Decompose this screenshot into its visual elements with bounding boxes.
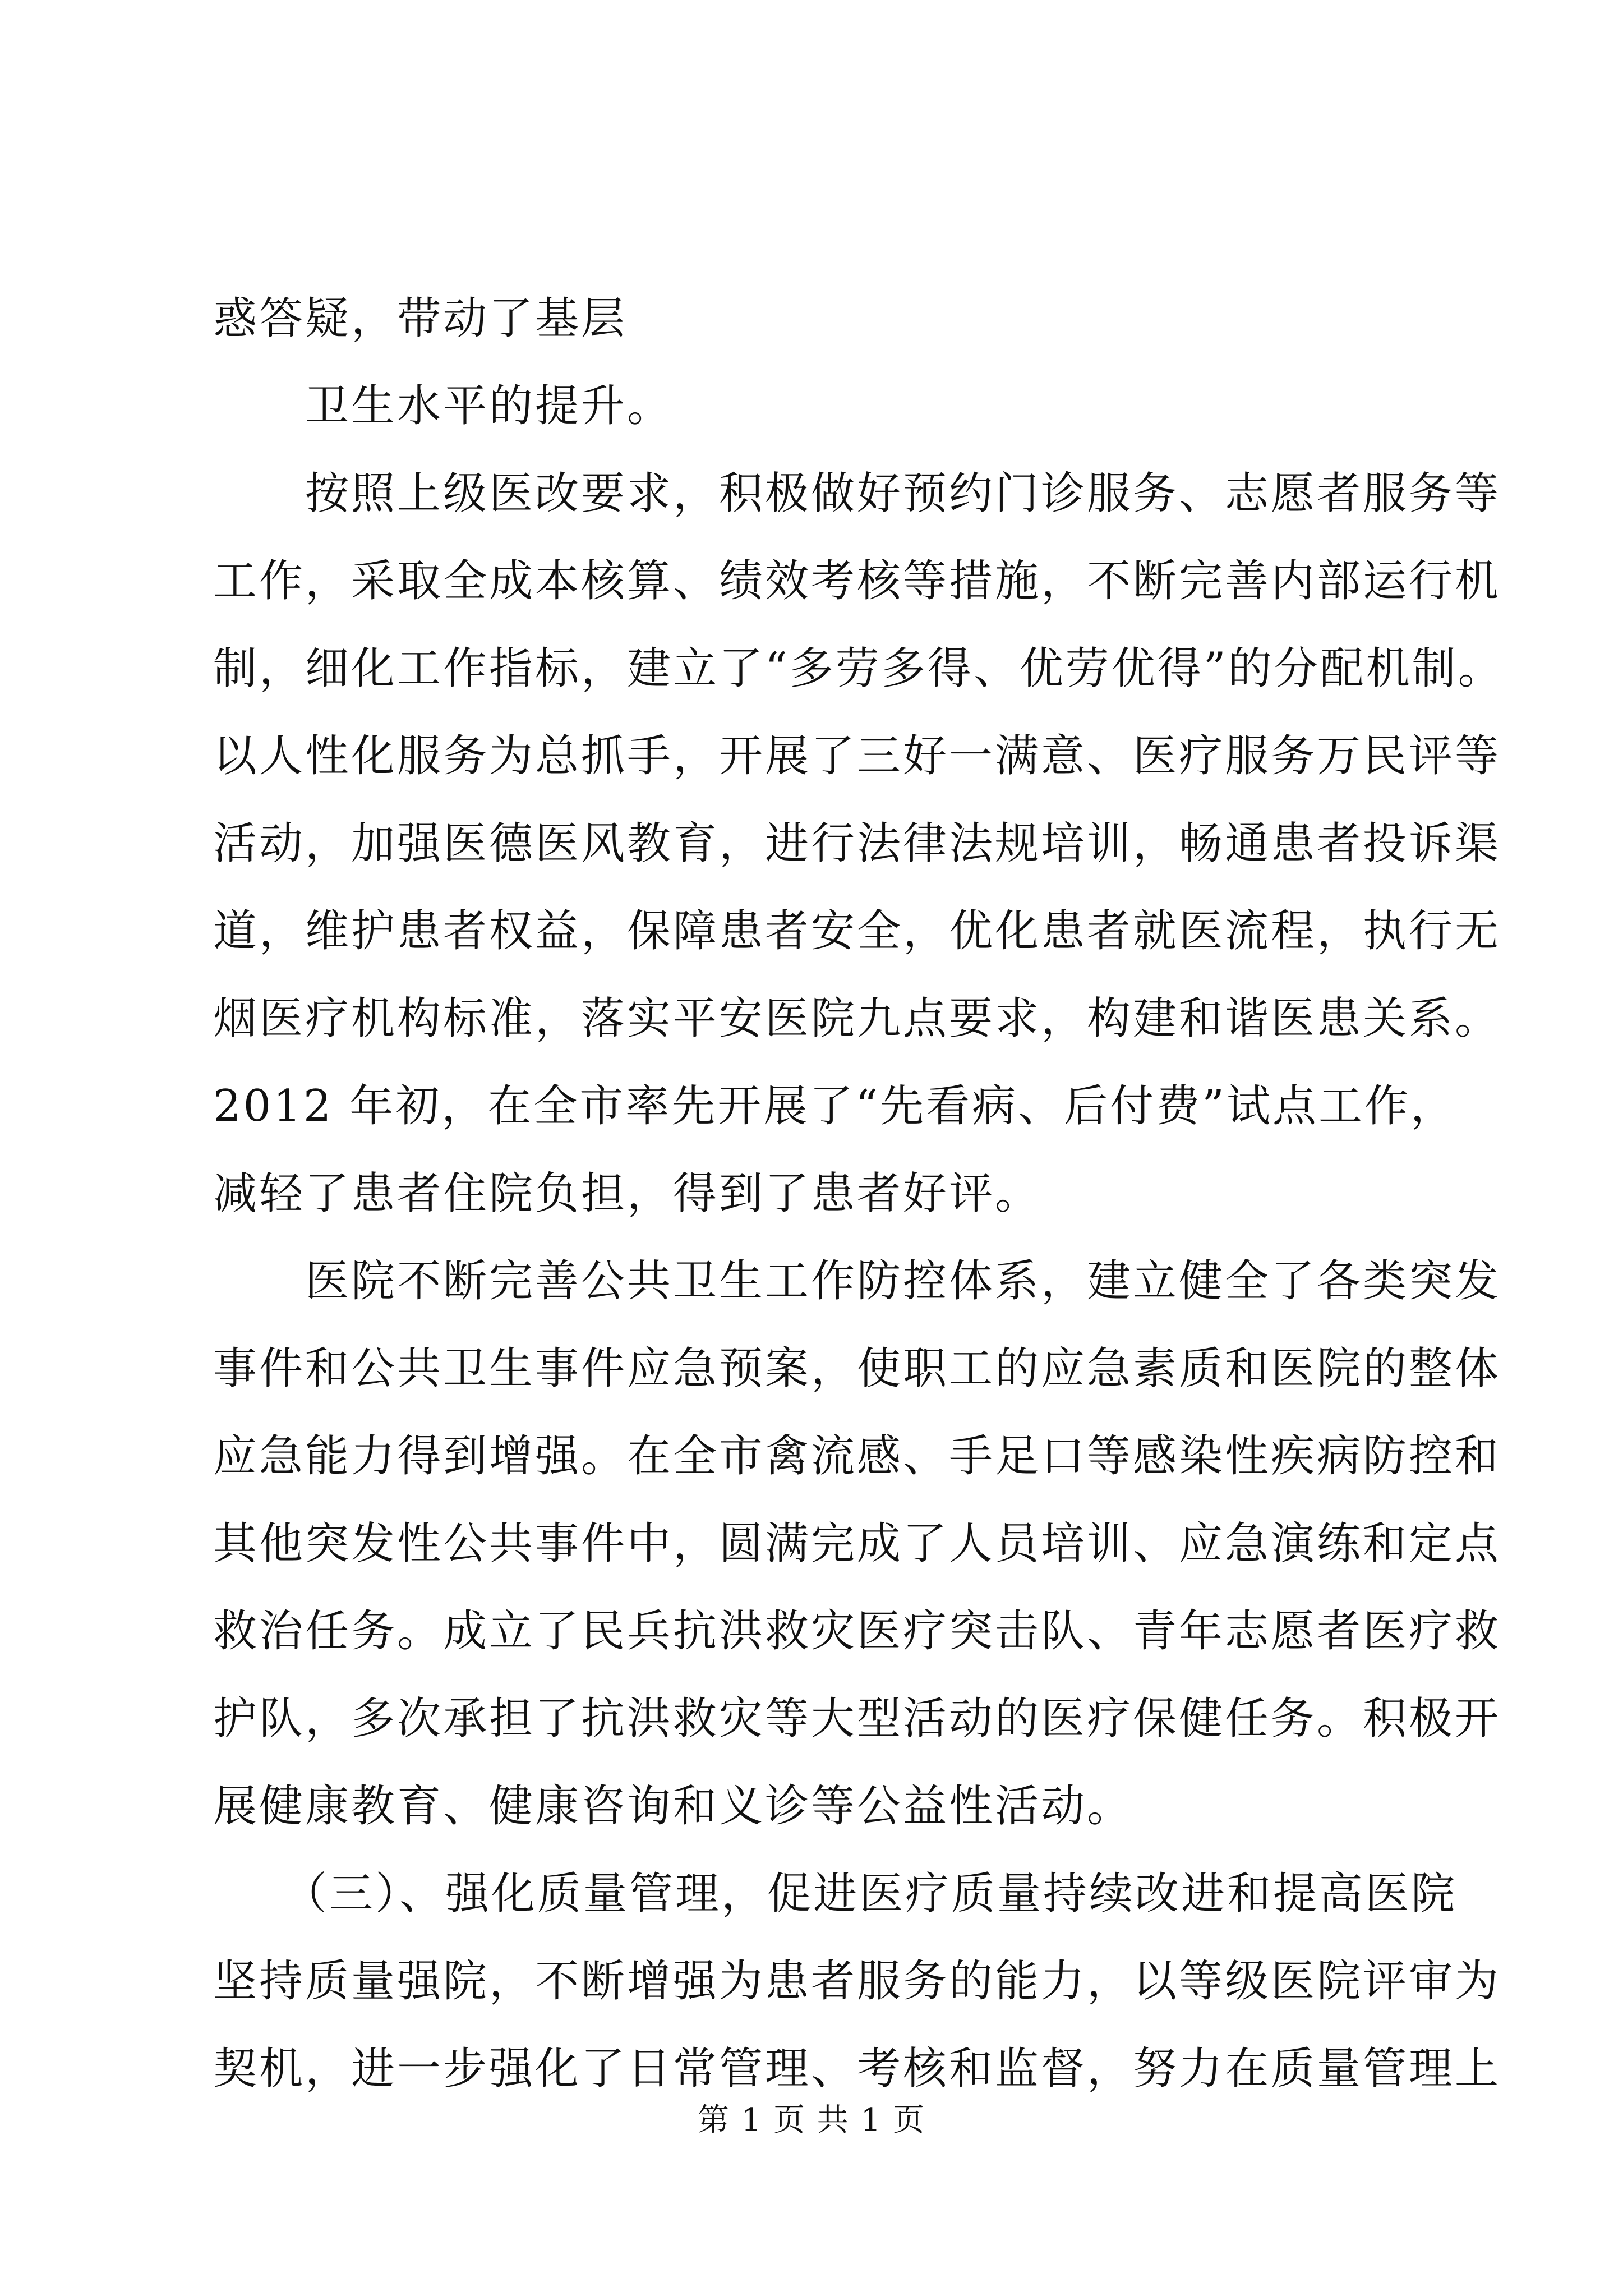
text-line: 其他突发性公共事件中，圆满完成了人员培训、应急演练和定点 [213,1519,1501,1569]
text-line: 制，细化工作指标，建立了“多劳多得、优劳优得”的分配机制。 [213,643,1504,694]
text-line: 按照上级医改要求，积极做好预约门诊服务、志愿者服务等 [213,468,1501,519]
text-line: 以人性化服务为总抓手，开展了三好一满意、医疗服务万民评等 [213,731,1501,781]
text-line: （三）、强化质量管理，促进医疗质量持续改进和提高医院 [213,1869,1458,1919]
text-line: 烟医疗机构标准，落实平安医院九点要求，构建和谐医患关系。 [213,993,1501,1044]
page-footer [0,2098,1623,2143]
page-number-label: 第 1 页 共 1 页 [697,2102,926,2138]
text-line: 救治任务。成立了民兵抗洪救灾医疗突击队、青年志愿者医疗救 [213,1606,1501,1657]
text-line: 坚持质量强院，不断增强为患者服务的能力，以等级医院评审为 [213,1956,1501,2007]
text-line: 应急能力得到增强。在全市禽流感、手足口等感染性疾病防控和 [213,1431,1501,1481]
text-line: 道，维护患者权益，保障患者安全，优化患者就医流程，执行无 [213,906,1501,956]
text-line: 2012 年初，在全市率先开展了“先看病、后付费”试点工作， [213,1081,1457,1131]
document-body [213,275,1504,2113]
text-line: 惑答疑，带动了基层 [213,293,628,344]
text-line: 工作，采取全成本核算、绩效考核等措施，不断完善内部运行机 [213,556,1501,606]
text-line: 展健康教育、健康咨询和义诊等公益性活动。 [213,1781,1133,1832]
text-line: 活动，加强医德医风教育，进行法律法规培训，畅通患者投诉渠 [213,818,1501,869]
text-line: 护队，多次承担了抗洪救灾等大型活动的医疗保健任务。积极开 [213,1694,1501,1744]
text-line: 医院不断完善公共卫生工作防控体系，建立健全了各类突发 [213,1256,1501,1306]
text-line: 卫生水平的提升。 [213,381,674,431]
text-line: 事件和公共卫生事件应急预案，使职工的应急素质和医院的整体 [213,1343,1501,1394]
text-line: 减轻了患者住院负担，得到了患者好评。 [213,1168,1041,1219]
text-line: 契机，进一步强化了日常管理、考核和监督，努力在质量管理上 [213,2044,1501,2094]
